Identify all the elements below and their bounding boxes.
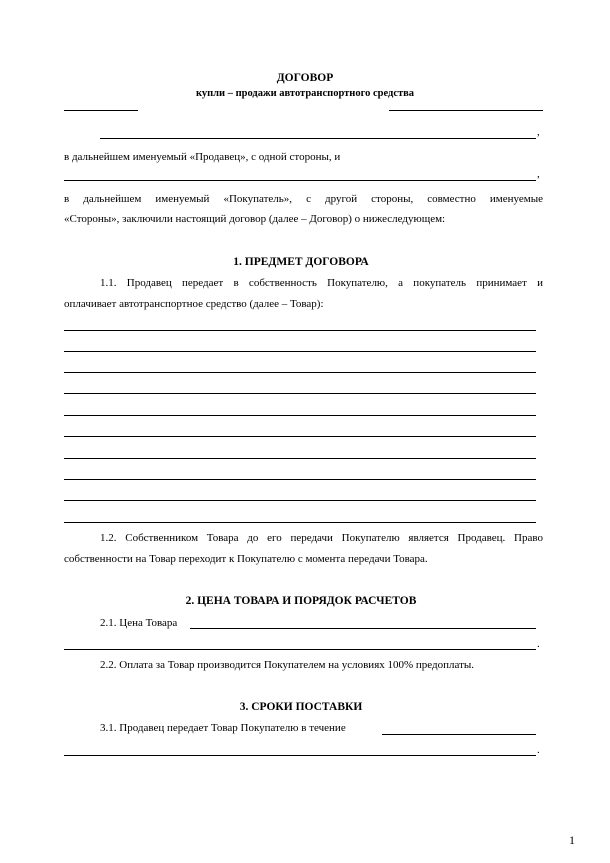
city-blank-line [64, 110, 138, 111]
vehicle-description-blank-line [64, 393, 536, 394]
vehicle-description-blank-line [64, 458, 536, 459]
price-continuation-blank-line [64, 649, 536, 650]
section-1-heading: 1. ПРЕДМЕТ ДОГОВОРА [233, 256, 369, 268]
price-blank-line [190, 628, 536, 629]
clause-2-1-text: 2.1. Цена Товара [100, 617, 178, 629]
buyer-designation-text-line2: «Стороны», заключили настоящий договор (далее – Договор) о нижеследующем: [64, 213, 446, 225]
delivery-term-blank-period: . [537, 744, 540, 756]
vehicle-description-blank-line [64, 500, 536, 501]
buyer-name-blank-line [64, 180, 536, 181]
buyer-designation-text-line1: в дальнейшем именуемый «Покупатель», с другой стороны, совместно именуемые [64, 193, 543, 205]
clause-1-2-line2: собственности на Товар переходит к Покупателю с момента передачи Товара. [64, 553, 428, 565]
document-title: ДОГОВОР [276, 72, 334, 84]
clause-1-1-line2: оплачивает автотранспортное средство (далее – Товар): [64, 298, 324, 310]
delivery-term-continuation-blank-line [64, 755, 536, 756]
clause-2-2-text: 2.2. Оплата за Товар производится Покупателем на условиях 100% предоплаты. [100, 659, 475, 671]
seller-designation-text: в дальнейшем именуемый «Продавец», с одной стороны, и [64, 151, 341, 163]
price-blank-period: . [537, 638, 540, 650]
clause-3-1-text: 3.1. Продавец передает Товар Покупателю в течение [100, 722, 346, 734]
clause-1-2-line1: 1.2. Собственником Товара до его передачи Покупателю является Продавец. Право [100, 532, 543, 544]
vehicle-description-blank-line [64, 351, 536, 352]
date-blank-line [389, 110, 543, 111]
section-3-heading: 3. СРОКИ ПОСТАВКИ [239, 701, 363, 713]
clause-1-1-line1: 1.1. Продавец передает в собственность Покупателю, а покупатель принимает и [100, 277, 543, 289]
vehicle-description-blank-line [64, 436, 536, 437]
buyer-blank-comma: , [537, 168, 540, 180]
vehicle-description-blank-line [64, 330, 536, 331]
document-subtitle: купли – продажи автотранспортного средства [195, 88, 415, 99]
delivery-term-blank-line [382, 734, 536, 735]
seller-name-blank-line [100, 138, 536, 139]
page-number: 1 [569, 833, 575, 847]
section-2-heading: 2. ЦЕНА ТОВАРА И ПОРЯДОК РАСЧЕТОВ [185, 595, 417, 607]
vehicle-description-blank-line [64, 522, 536, 523]
vehicle-description-blank-line [64, 415, 536, 416]
vehicle-description-blank-line [64, 372, 536, 373]
vehicle-description-blank-line [64, 479, 536, 480]
seller-blank-comma: , [537, 126, 540, 138]
